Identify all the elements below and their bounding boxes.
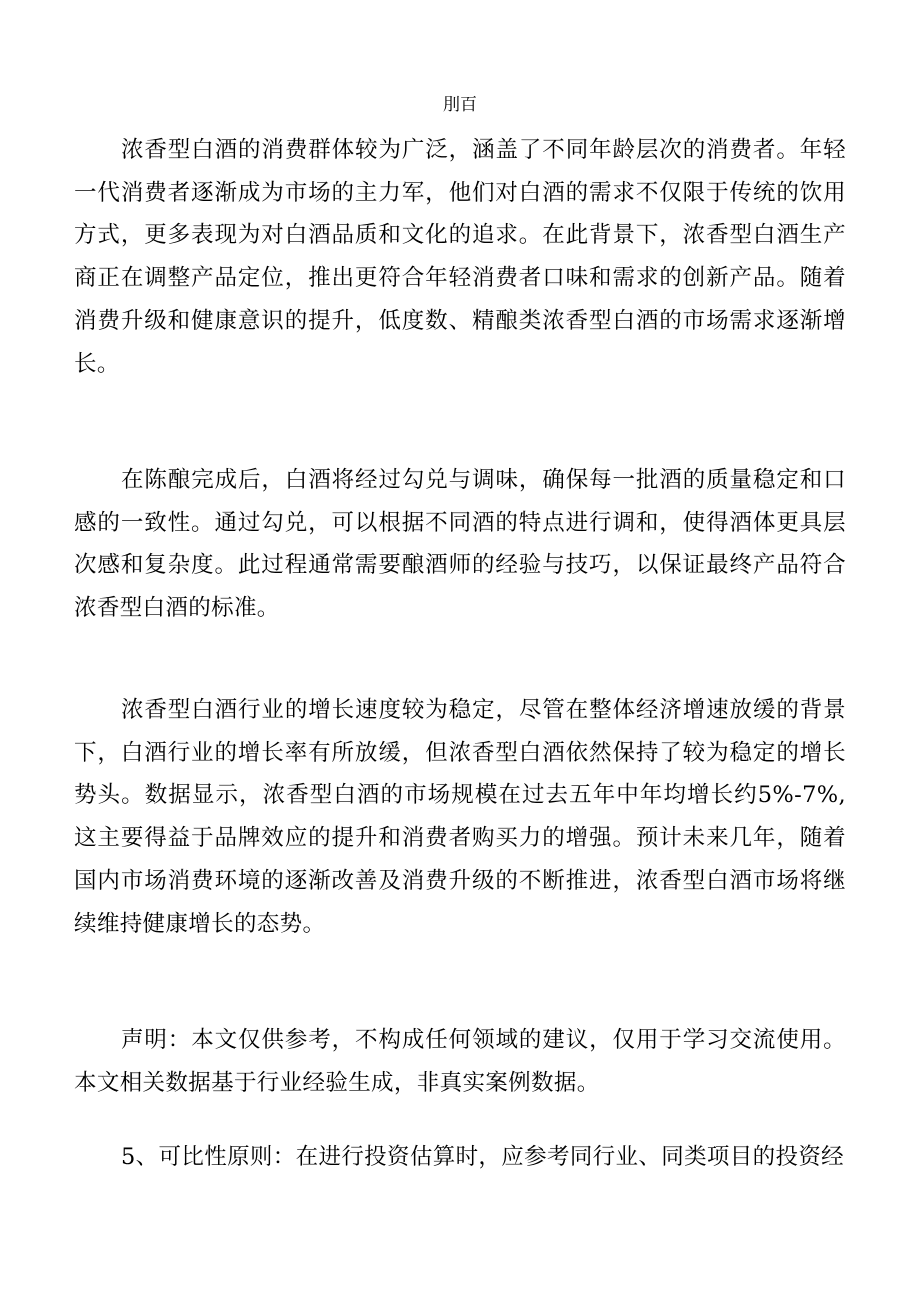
- paragraph-industry-growth: 浓香型白酒行业的增长速度较为稳定，尽管在整体经济增速放缓的背景下，白酒行业的增长率有所放缓，但浓香型白酒依然保持了较为稳定的增长势头。数据显示，浓香型白酒的市场规模在过去五年中年均增长约5%-7%,这主要得益于品牌效应的提升和消费者购买力的增强。预计未来几年，随着国内市场消费环境的逐渐改善及消费升级的不断推进，浓香型白酒市场将继续维持健康增长的态势。: [74, 697, 846, 937]
- paragraph-blending-process: 在陈酿完成后，白酒将经过勾兑与调味，确保每一批酒的质量稳定和口感的一致性。通过勾兑，可以根据不同酒的特点进行调和，使得酒体更具层次感和复杂度。此过程通常需要酿酒师的经验与技巧，以保证最终产品符合浓香型白酒的标准。: [74, 467, 846, 622]
- paragraph-disclaimer: 声明：本文仅供参考，不构成任何领域的建议，仅用于学习交流使用。本文相关数据基于行业经验生成，非真实案例数据。: [74, 1027, 846, 1096]
- paragraph-comparability-principle: 5、可比性原则：在进行投资估算时，应参考同行业、同类项目的投资经: [121, 1144, 845, 1170]
- paragraph-consumer-groups: 浓香型白酒的消费群体较为广泛，涵盖了不同年龄层次的消费者。年轻一代消费者逐渐成为市场的主力军，他们对白酒的需求不仅限于传统的饮用方式，更多表现为对白酒品质和文化的追求。在此背景下，浓香型白酒生产商正在调整产品定位，推出更符合年轻消费者口味和需求的创新产品。随着消费升级和健康意识的提升，低度数、精酿类浓香型白酒的市场需求逐渐增长。: [74, 137, 846, 377]
- page-heading: 刖百: [443, 95, 477, 115]
